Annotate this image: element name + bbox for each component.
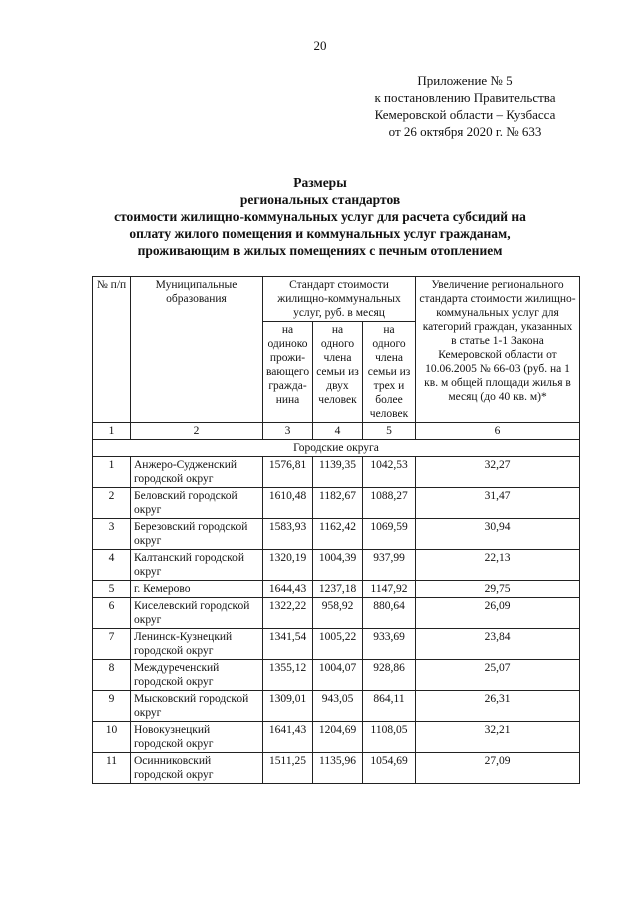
two-person-value: 1135,96: [313, 753, 363, 784]
two-person-value: 1004,07: [313, 660, 363, 691]
three-person-value: 1088,27: [363, 488, 416, 519]
municipality-name: Киселевский городской округ: [131, 598, 263, 629]
three-person-value: 933,69: [363, 629, 416, 660]
document-title: [60, 174, 580, 259]
single-value: 1641,43: [263, 722, 313, 753]
table-row: [93, 722, 580, 753]
column-number: 2: [131, 423, 263, 440]
table-row: [93, 519, 580, 550]
header-municipality: Муниципальные образования: [131, 277, 263, 423]
municipality-name: Междуреченский городской округ: [131, 660, 263, 691]
increase-value: 30,94: [416, 519, 580, 550]
section-title: Городские округа: [93, 440, 580, 457]
increase-value: 25,07: [416, 660, 580, 691]
header-num: № п/п: [93, 277, 131, 423]
single-value: 1576,81: [263, 457, 313, 488]
table-row: [93, 581, 580, 598]
column-number: 4: [313, 423, 363, 440]
table-row: [93, 753, 580, 784]
three-person-value: 1069,59: [363, 519, 416, 550]
single-value: 1322,22: [263, 598, 313, 629]
two-person-value: 1182,67: [313, 488, 363, 519]
table-row: [93, 691, 580, 722]
row-number: 8: [93, 660, 131, 691]
appendix-block: [340, 72, 590, 140]
single-value: 1341,54: [263, 629, 313, 660]
municipality-name: г. Кемерово: [131, 581, 263, 598]
municipality-name: Анжеро-Судженский городской округ: [131, 457, 263, 488]
two-person-value: 1162,42: [313, 519, 363, 550]
increase-value: 26,09: [416, 598, 580, 629]
header-increase: Увеличение регионального стандарта стоимости жилищно-коммунальных услуг для категорий граждан, указанных в статье 1-1 Закона Кемеровской области от 10.06.2005 № 66-03 (руб. на 1 кв. м общей площади жилья в месяц (до 40 кв. м)*: [416, 277, 580, 423]
row-number: 6: [93, 598, 131, 629]
three-person-value: 880,64: [363, 598, 416, 629]
row-number: 2: [93, 488, 131, 519]
header-two-person: на одного члена семьи из двух человек: [313, 322, 363, 423]
title-line: проживающим в жилых помещениях с печным отоплением: [137, 243, 503, 258]
row-number: 3: [93, 519, 131, 550]
increase-value: 31,47: [416, 488, 580, 519]
title-line: Размеры: [293, 175, 347, 190]
three-person-value: 1108,05: [363, 722, 416, 753]
municipality-name: Новокузнецкий городской округ: [131, 722, 263, 753]
single-value: 1583,93: [263, 519, 313, 550]
table-row: [93, 550, 580, 581]
two-person-value: 943,05: [313, 691, 363, 722]
table-row: [93, 488, 580, 519]
single-value: 1644,43: [263, 581, 313, 598]
section-row: [93, 440, 580, 457]
table-row: [93, 629, 580, 660]
single-value: 1610,48: [263, 488, 313, 519]
header-standard: Стандарт стоимости жилищно-коммунальных услуг, руб. в месяц: [263, 277, 416, 322]
two-person-value: 958,92: [313, 598, 363, 629]
column-number: 3: [263, 423, 313, 440]
two-person-value: 1204,69: [313, 722, 363, 753]
title-line: региональных стандартов: [239, 192, 401, 207]
header-three-person: на одного члена семьи из трех и более человек: [363, 322, 416, 423]
three-person-value: 928,86: [363, 660, 416, 691]
three-person-value: 937,99: [363, 550, 416, 581]
page-number: 20: [313, 38, 327, 53]
three-person-value: 864,11: [363, 691, 416, 722]
increase-value: 32,21: [416, 722, 580, 753]
single-value: 1309,01: [263, 691, 313, 722]
header-single: на одиноко прожи-вающего гражда-нина: [263, 322, 313, 423]
table-row: [93, 598, 580, 629]
row-number: 7: [93, 629, 131, 660]
three-person-value: 1054,69: [363, 753, 416, 784]
appendix-line: Приложение № 5: [417, 73, 513, 88]
increase-value: 32,27: [416, 457, 580, 488]
increase-value: 26,31: [416, 691, 580, 722]
single-value: 1320,19: [263, 550, 313, 581]
municipality-name: Березовский городской округ: [131, 519, 263, 550]
municipality-name: Мысковский городской округ: [131, 691, 263, 722]
row-number: 10: [93, 722, 131, 753]
single-value: 1511,25: [263, 753, 313, 784]
two-person-value: 1005,22: [313, 629, 363, 660]
municipality-name: Ленинск-Кузнецкий городской округ: [131, 629, 263, 660]
table-row: [93, 660, 580, 691]
three-person-value: 1147,92: [363, 581, 416, 598]
row-number: 11: [93, 753, 131, 784]
municipality-name: Осинниковский городской округ: [131, 753, 263, 784]
three-person-value: 1042,53: [363, 457, 416, 488]
standards-table: [92, 276, 580, 784]
municipality-name: Беловский городской округ: [131, 488, 263, 519]
title-line: стоимости жилищно-коммунальных услуг для расчета субсидий на: [114, 209, 526, 224]
row-number: 9: [93, 691, 131, 722]
table-row: [93, 457, 580, 488]
municipality-name: Калтанский городской округ: [131, 550, 263, 581]
column-number: 5: [363, 423, 416, 440]
increase-value: 23,84: [416, 629, 580, 660]
title-line: оплату жилого помещения и коммунальных услуг гражданам,: [129, 226, 511, 241]
appendix-line: к постановлению Правительства: [374, 90, 556, 105]
column-numbers-row: [93, 423, 580, 440]
row-number: 5: [93, 581, 131, 598]
two-person-value: 1237,18: [313, 581, 363, 598]
two-person-value: 1139,35: [313, 457, 363, 488]
appendix-line: от 26 октября 2020 г. № 633: [388, 124, 542, 139]
row-number: 1: [93, 457, 131, 488]
column-number: 1: [93, 423, 131, 440]
single-value: 1355,12: [263, 660, 313, 691]
increase-value: 29,75: [416, 581, 580, 598]
row-number: 4: [93, 550, 131, 581]
two-person-value: 1004,39: [313, 550, 363, 581]
increase-value: 22,13: [416, 550, 580, 581]
column-number: 6: [416, 423, 580, 440]
increase-value: 27,09: [416, 753, 580, 784]
appendix-line: Кемеровской области – Кузбасса: [374, 107, 556, 122]
